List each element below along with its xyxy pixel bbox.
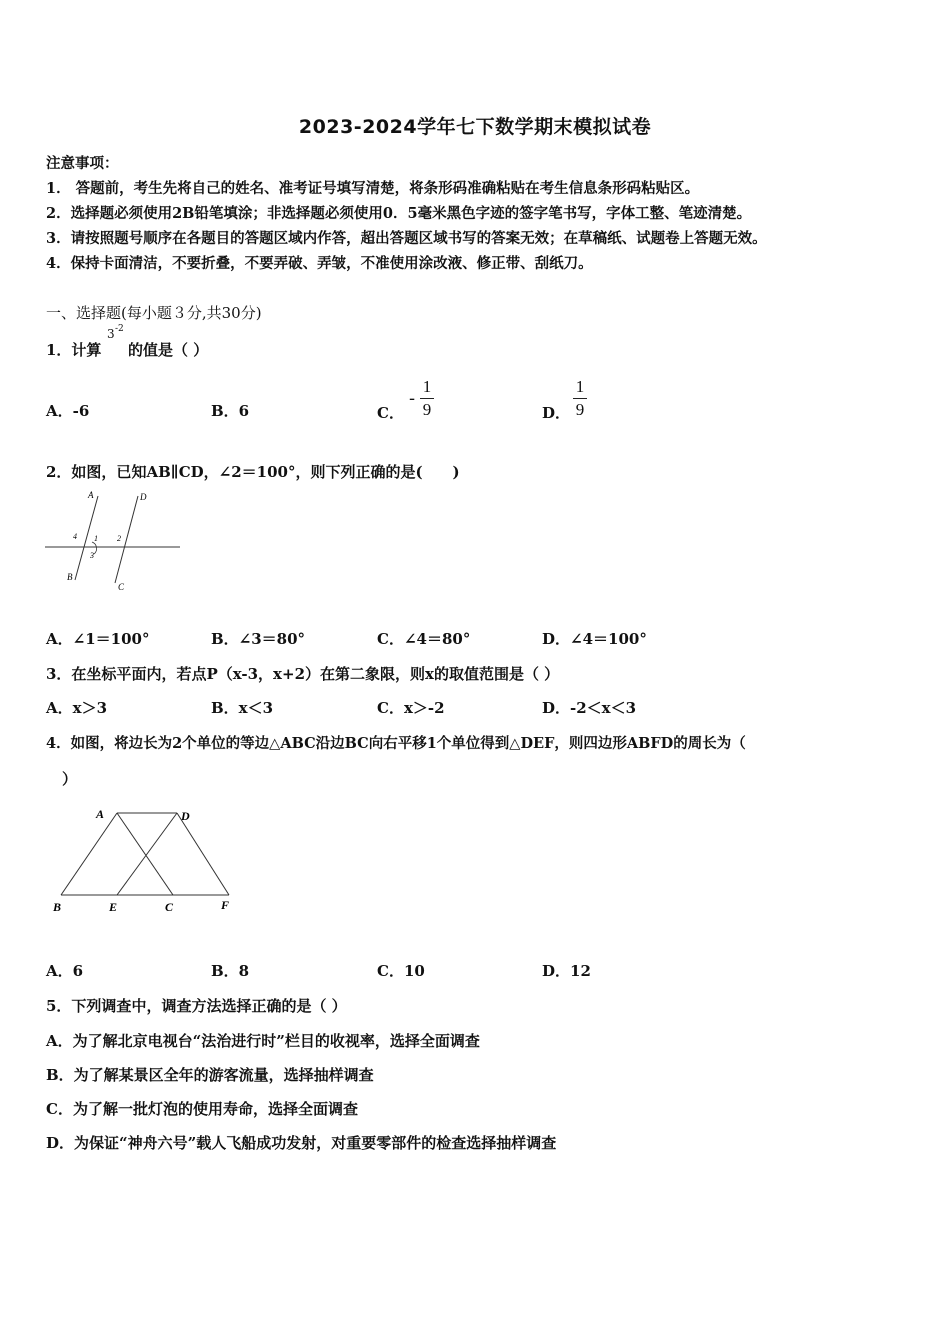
section-heading: 一、选择题(每小题３分,共30分) bbox=[46, 304, 262, 322]
q1-option-b: B．6 bbox=[211, 402, 250, 420]
fraction-bar bbox=[420, 398, 434, 399]
q1-c-denominator: 9 bbox=[422, 400, 432, 419]
q3-option-b: B．x＜3 bbox=[211, 699, 274, 717]
q2-option-b: B．∠3＝80° bbox=[211, 630, 306, 648]
q5-option-a: A．为了解北京电视台“法治进行时”栏目的收视率，选择全面调查 bbox=[46, 1032, 480, 1050]
label-c: C bbox=[165, 900, 174, 914]
q5-option-d: D．为保证“神舟六号”载人飞船成功发射，对重要零部件的检查选择抽样调查 bbox=[46, 1134, 557, 1152]
side-ab bbox=[61, 813, 117, 895]
q3-option-a: A．x＞3 bbox=[46, 699, 108, 717]
q5-option-b: B．为了解某景区全年的游客流量，选择抽样调查 bbox=[46, 1066, 374, 1084]
label-f: F bbox=[221, 898, 230, 912]
q4-figure bbox=[45, 800, 245, 918]
label-d: D bbox=[181, 809, 190, 823]
label-e: E bbox=[109, 900, 118, 914]
label-1: 1 bbox=[94, 534, 98, 543]
q1-c-numerator: 1 bbox=[422, 377, 432, 396]
q5-option-c: C．为了解一批灯泡的使用寿命，选择全面调查 bbox=[46, 1100, 358, 1118]
label-b: B bbox=[67, 572, 73, 582]
q3-option-c: C．x＞-2 bbox=[377, 699, 445, 717]
label-a: A bbox=[88, 490, 94, 500]
q2-option-a: A．∠1＝100° bbox=[46, 630, 150, 648]
label-d: D bbox=[140, 492, 147, 502]
q4-option-c: C．10 bbox=[377, 962, 425, 980]
q1-exponent: -2 bbox=[115, 324, 124, 334]
label-c: C bbox=[118, 582, 125, 592]
label-b: B bbox=[53, 900, 62, 914]
q1-option-d-fraction bbox=[573, 377, 587, 420]
q1-option-c-label: C． bbox=[377, 404, 404, 422]
notes-heading: 注意事项： bbox=[46, 155, 119, 172]
q1-option-d-label: D． bbox=[542, 404, 571, 422]
q3-stem: 3．在坐标平面内，若点P（x-3，x+2）在第二象限，则x的取值范围是（ ） bbox=[46, 665, 560, 683]
q4-stem-line1: 4．如图，将边长为2个单位的等边△ABC沿边BC向右平移1个单位得到△DEF，则四边形ABFD的周长为（ bbox=[46, 735, 746, 752]
q2-figure bbox=[40, 488, 190, 593]
note-item-3: 3．请按照题号顺序在各题目的答题区域内作答，超出答题区域书写的答案无效；在草稿纸、试题卷上答题无效。 bbox=[46, 230, 767, 247]
label-4: 4 bbox=[73, 532, 77, 541]
q1-base: 3 bbox=[107, 327, 115, 341]
note-item-1: 1． 答题前，考生先将自己的姓名、准考证号填写清楚，将条形码准确粘贴在考生信息条形码粘贴区。 bbox=[46, 180, 700, 197]
q1-option-c-sign: - bbox=[409, 388, 416, 409]
note-item-4: 4．保持卡面清洁，不要折叠，不要弄破、弄皱，不准使用涂改液、修正带、刮纸刀。 bbox=[46, 255, 593, 272]
q5-stem: 5．下列调查中，调查方法选择正确的是（ ） bbox=[46, 997, 347, 1015]
label-a: A bbox=[96, 807, 105, 821]
label-2: 2 bbox=[117, 534, 121, 543]
q1-d-numerator: 1 bbox=[575, 377, 585, 396]
q3-option-d: D．-2＜x＜3 bbox=[542, 699, 637, 717]
note-item-2: 2．选择题必须使用2B铅笔填涂；非选择题必须使用0．5毫米黑色字迹的签字笔书写，字体工整、笔迹清楚。 bbox=[46, 205, 752, 222]
q2-stem: 2．如图，已知AB∥CD，∠2＝100°，则下列正确的是( ) bbox=[46, 463, 460, 481]
q2-option-d: D．∠4＝100° bbox=[542, 630, 647, 648]
q4-stem-line2: ） bbox=[62, 770, 78, 788]
q1-d-denominator: 9 bbox=[575, 400, 585, 419]
q4-option-a: A．6 bbox=[46, 962, 84, 980]
q1-option-c-fraction bbox=[420, 377, 434, 420]
page-title: 2023-2024学年七下数学期末模拟试卷 bbox=[298, 116, 652, 138]
q4-option-d: D．12 bbox=[542, 962, 591, 980]
q2-option-c: C．∠4＝80° bbox=[377, 630, 471, 648]
fraction-bar bbox=[573, 398, 587, 399]
q1-option-a: A．-6 bbox=[46, 402, 90, 420]
side-df bbox=[177, 813, 229, 895]
q4-option-b: B．8 bbox=[211, 962, 250, 980]
label-3: 3 bbox=[90, 551, 94, 560]
q1-stem-b: 的值是（ ） bbox=[128, 341, 209, 359]
q1-stem-a: 1．计算 bbox=[46, 341, 102, 359]
